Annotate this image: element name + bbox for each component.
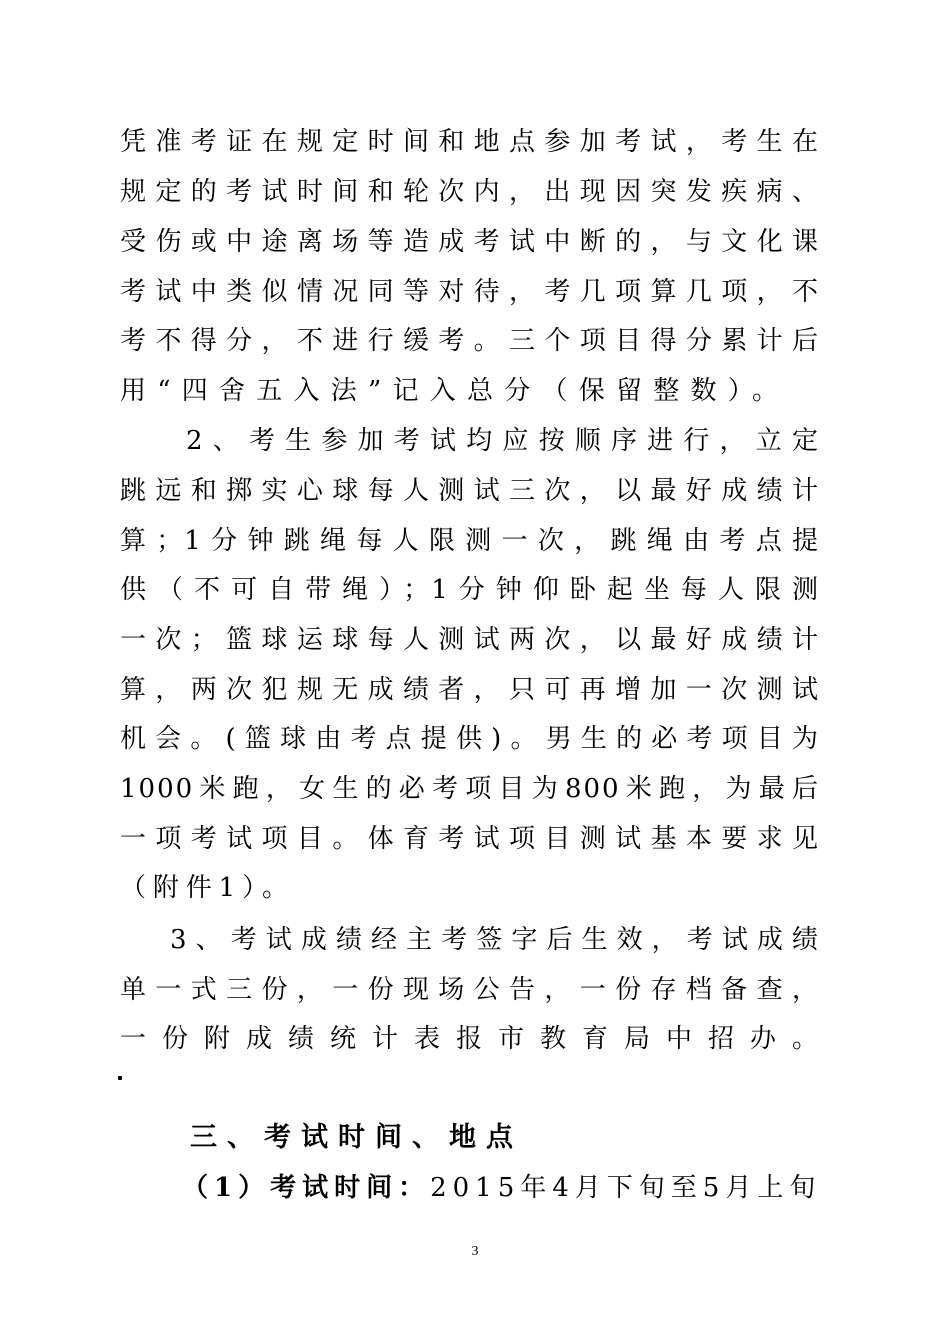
paragraph1-line-6: 用“四舍五入法”记入总分（保留整数）。 [120,376,780,406]
paragraph3-line-1: 3、考试成绩经主考签字后生效，考试成绩 [170,925,820,955]
exam-time-value: 2015年4月下旬至5月上旬 [430,1173,822,1203]
paragraph2-line-8: 1000米跑，女生的必考项目为800米跑，为最后 [120,774,820,804]
section3-heading: 三、考试时间、地点 [190,1122,523,1153]
paragraph2-line-2: 跳远和掷实心球每人测试三次，以最好成绩计 [120,476,820,506]
stray-dot-mark [118,1076,122,1080]
page-number: 3 [471,1244,479,1259]
exam-time-line [182,1168,820,1208]
paragraph2-line-5: 一次；篮球运球每人测试两次，以最好成绩计 [120,625,820,655]
paragraph1-line-4: 考试中类似情况同等对待，考几项算几项，不 [120,277,820,307]
paragraph1-line-1: 凭准考证在规定时间和地点参加考试，考生在 [120,127,820,157]
paragraph3-line-3: 一份附成绩统计表报市教育局中招办。 [120,1024,820,1054]
paragraph3-line-2: 单一式三份，一份现场公告，一份存档备查， [120,975,820,1005]
exam-time-label: （1）考试时间： [182,1173,431,1203]
paragraph2-line-1: 2、考生参加考试均应按顺序进行，立定 [186,426,820,456]
paragraph2-line-10: （附件1）。 [120,873,290,903]
paragraph2-line-4: 供（不可自带绳）；1分钟仰卧起坐每人限测 [120,575,820,605]
paragraph1-line-5: 考不得分，不进行缓考。三个项目得分累计后 [120,326,820,356]
paragraph2-line-7: 机会。(篮球由考点提供)。男生的必考项目为 [120,724,820,754]
paragraph2-line-9: 一项考试项目。体育考试项目测试基本要求见 [120,824,820,854]
paragraph1-line-2: 规定的考试时间和轮次内，出现因突发疾病、 [120,177,820,207]
paragraph2-line-3: 算；1分钟跳绳每人限测一次，跳绳由考点提 [120,526,820,556]
paragraph2-line-6: 算，两次犯规无成绩者，只可再增加一次测试 [120,675,820,705]
paragraph1-line-3: 受伤或中途离场等造成考试中断的，与文化课 [120,227,820,257]
